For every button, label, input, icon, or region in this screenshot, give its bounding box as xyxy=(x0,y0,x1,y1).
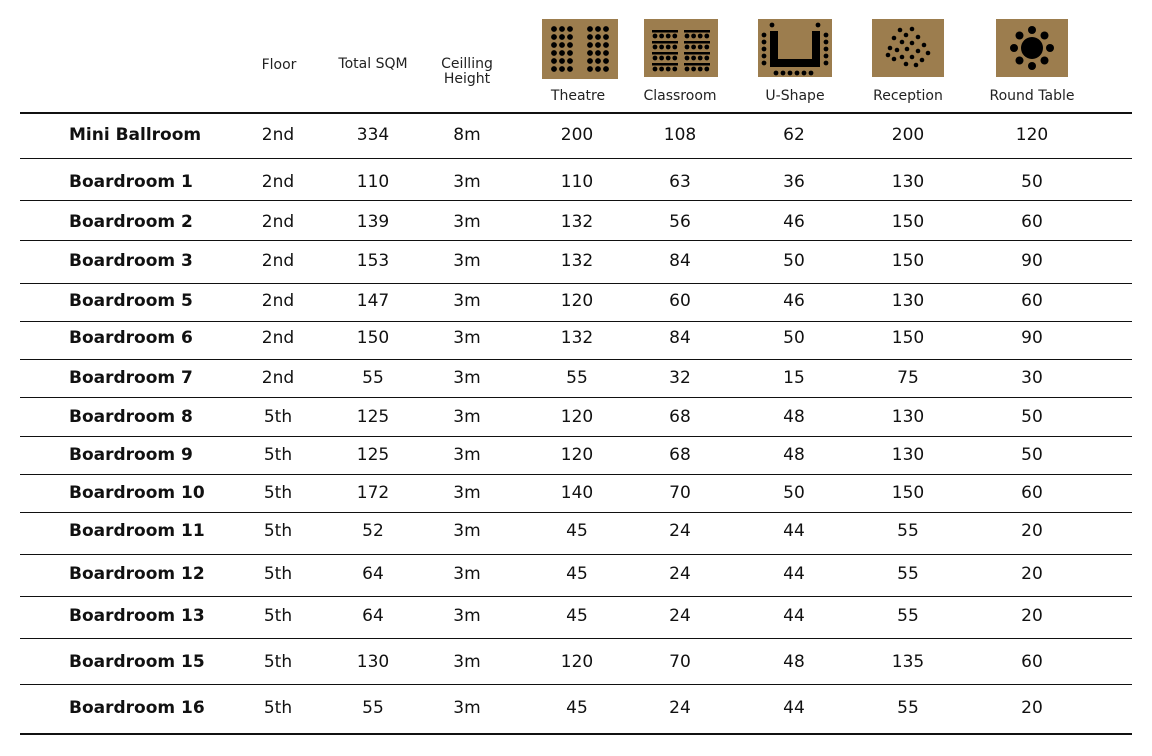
reception-layout-icon xyxy=(872,19,944,77)
cell-height: 3m xyxy=(453,212,481,232)
cell-floor: 2nd xyxy=(261,125,295,145)
cell-sqm: 125 xyxy=(356,407,390,427)
row-divider xyxy=(20,240,1132,241)
cell-theatre: 45 xyxy=(566,698,588,718)
cell-floor: 5th xyxy=(263,564,293,584)
cell-ushape: 36 xyxy=(783,172,805,192)
cell-classroom: 70 xyxy=(669,652,691,672)
cell-height: 3m xyxy=(453,698,481,718)
header-ceiling-line2: Height xyxy=(443,71,491,87)
row-divider xyxy=(20,733,1132,735)
cell-ushape: 48 xyxy=(783,445,805,465)
cell-theatre: 55 xyxy=(566,368,588,388)
room-name: Boardroom 2 xyxy=(69,212,193,232)
header-classroom: Classroom xyxy=(643,88,717,104)
theatre-layout-icon xyxy=(542,19,618,79)
cell-sqm: 139 xyxy=(356,212,390,232)
room-name: Boardroom 8 xyxy=(69,407,193,427)
room-name: Boardroom 12 xyxy=(69,564,205,584)
cell-floor: 2nd xyxy=(261,328,295,348)
cell-round: 60 xyxy=(1021,483,1043,503)
cell-reception: 130 xyxy=(891,291,925,311)
cell-height: 3m xyxy=(453,328,481,348)
room-name: Boardroom 13 xyxy=(69,606,205,626)
cell-height: 3m xyxy=(453,483,481,503)
cell-round: 90 xyxy=(1021,328,1043,348)
cell-theatre: 132 xyxy=(560,212,594,232)
header-u-shape: U-Shape xyxy=(765,88,825,104)
cell-classroom: 60 xyxy=(669,291,691,311)
cell-round: 50 xyxy=(1021,172,1043,192)
cell-floor: 5th xyxy=(263,606,293,626)
cell-height: 8m xyxy=(453,125,481,145)
cell-height: 3m xyxy=(453,368,481,388)
cell-floor: 5th xyxy=(263,521,293,541)
cell-ushape: 46 xyxy=(783,291,805,311)
cell-sqm: 55 xyxy=(362,698,384,718)
cell-ushape: 50 xyxy=(783,328,805,348)
cell-floor: 2nd xyxy=(261,172,295,192)
room-name: Boardroom 3 xyxy=(69,251,193,271)
row-divider xyxy=(20,554,1132,555)
cell-height: 3m xyxy=(453,521,481,541)
cell-round: 60 xyxy=(1021,291,1043,311)
cell-reception: 150 xyxy=(891,328,925,348)
cell-classroom: 68 xyxy=(669,445,691,465)
cell-sqm: 52 xyxy=(362,521,384,541)
cell-reception: 55 xyxy=(897,606,919,626)
cell-floor: 5th xyxy=(263,483,293,503)
cell-sqm: 64 xyxy=(362,606,384,626)
cell-floor: 2nd xyxy=(261,251,295,271)
cell-round: 50 xyxy=(1021,407,1043,427)
cell-classroom: 24 xyxy=(669,564,691,584)
cell-round: 50 xyxy=(1021,445,1043,465)
row-divider xyxy=(20,397,1132,398)
cell-theatre: 45 xyxy=(566,606,588,626)
room-name: Mini Ballroom xyxy=(69,125,202,145)
cell-height: 3m xyxy=(453,172,481,192)
cell-theatre: 200 xyxy=(560,125,594,145)
cell-ushape: 48 xyxy=(783,407,805,427)
cell-height: 3m xyxy=(453,407,481,427)
cell-theatre: 45 xyxy=(566,521,588,541)
cell-height: 3m xyxy=(453,606,481,626)
cell-reception: 150 xyxy=(891,212,925,232)
row-divider xyxy=(20,359,1132,360)
cell-classroom: 84 xyxy=(669,251,691,271)
cell-sqm: 147 xyxy=(356,291,390,311)
cell-ushape: 15 xyxy=(783,368,805,388)
cell-ushape: 44 xyxy=(783,698,805,718)
cell-reception: 135 xyxy=(891,652,925,672)
cell-sqm: 153 xyxy=(356,251,390,271)
cell-round: 20 xyxy=(1021,698,1043,718)
cell-sqm: 55 xyxy=(362,368,384,388)
cell-theatre: 140 xyxy=(560,483,594,503)
cell-classroom: 24 xyxy=(669,698,691,718)
cell-round: 60 xyxy=(1021,652,1043,672)
cell-reception: 130 xyxy=(891,172,925,192)
header-floor: Floor xyxy=(261,57,297,73)
row-divider xyxy=(20,158,1132,159)
cell-height: 3m xyxy=(453,251,481,271)
room-name: Boardroom 15 xyxy=(69,652,205,672)
header-ceiling-line1: Ceilling xyxy=(441,56,493,72)
cell-theatre: 45 xyxy=(566,564,588,584)
header-ceiling-height xyxy=(427,57,507,87)
cell-sqm: 150 xyxy=(356,328,390,348)
cell-classroom: 56 xyxy=(669,212,691,232)
header-rule xyxy=(20,112,1132,114)
cell-round: 20 xyxy=(1021,606,1043,626)
cell-round: 120 xyxy=(1015,125,1049,145)
cell-reception: 55 xyxy=(897,698,919,718)
cell-round: 20 xyxy=(1021,564,1043,584)
cell-theatre: 120 xyxy=(560,291,594,311)
cell-sqm: 110 xyxy=(356,172,390,192)
cell-theatre: 110 xyxy=(560,172,594,192)
cell-theatre: 120 xyxy=(560,652,594,672)
row-divider xyxy=(20,596,1132,597)
classroom-layout-icon xyxy=(644,19,718,77)
cell-reception: 130 xyxy=(891,445,925,465)
cell-reception: 75 xyxy=(897,368,919,388)
cell-classroom: 68 xyxy=(669,407,691,427)
row-divider xyxy=(20,474,1132,475)
cell-reception: 55 xyxy=(897,564,919,584)
cell-reception: 150 xyxy=(891,483,925,503)
cell-classroom: 108 xyxy=(663,125,697,145)
room-name: Boardroom 10 xyxy=(69,483,205,503)
cell-sqm: 130 xyxy=(356,652,390,672)
cell-floor: 2nd xyxy=(261,212,295,232)
cell-floor: 5th xyxy=(263,445,293,465)
cell-classroom: 70 xyxy=(669,483,691,503)
cell-floor: 2nd xyxy=(261,368,295,388)
cell-sqm: 334 xyxy=(356,125,390,145)
header-total-sqm: Total SQM xyxy=(338,56,408,72)
cell-round: 20 xyxy=(1021,521,1043,541)
cell-classroom: 84 xyxy=(669,328,691,348)
cell-height: 3m xyxy=(453,445,481,465)
cell-round: 90 xyxy=(1021,251,1043,271)
cell-reception: 130 xyxy=(891,407,925,427)
room-name: Boardroom 6 xyxy=(69,328,193,348)
cell-round: 60 xyxy=(1021,212,1043,232)
room-name: Boardroom 1 xyxy=(69,172,193,192)
row-divider xyxy=(20,684,1132,685)
cell-height: 3m xyxy=(453,291,481,311)
cell-classroom: 63 xyxy=(669,172,691,192)
cell-height: 3m xyxy=(453,652,481,672)
row-divider xyxy=(20,638,1132,639)
cell-reception: 200 xyxy=(891,125,925,145)
row-divider xyxy=(20,321,1132,322)
cell-reception: 150 xyxy=(891,251,925,271)
cell-theatre: 132 xyxy=(560,328,594,348)
header-round-table: Round Table xyxy=(989,88,1075,104)
cell-ushape: 50 xyxy=(783,251,805,271)
cell-ushape: 46 xyxy=(783,212,805,232)
cell-reception: 55 xyxy=(897,521,919,541)
cell-floor: 5th xyxy=(263,652,293,672)
cell-height: 3m xyxy=(453,564,481,584)
cell-classroom: 24 xyxy=(669,606,691,626)
cell-ushape: 50 xyxy=(783,483,805,503)
row-divider xyxy=(20,200,1132,201)
cell-classroom: 24 xyxy=(669,521,691,541)
cell-theatre: 132 xyxy=(560,251,594,271)
header-reception: Reception xyxy=(873,88,943,104)
cell-ushape: 44 xyxy=(783,564,805,584)
room-name: Boardroom 16 xyxy=(69,698,205,718)
cell-classroom: 32 xyxy=(669,368,691,388)
cell-sqm: 125 xyxy=(356,445,390,465)
cell-round: 30 xyxy=(1021,368,1043,388)
round-table-layout-icon xyxy=(996,19,1068,77)
header-theatre: Theatre xyxy=(550,88,606,104)
room-name: Boardroom 5 xyxy=(69,291,193,311)
cell-floor: 2nd xyxy=(261,291,295,311)
cell-ushape: 44 xyxy=(783,521,805,541)
cell-ushape: 44 xyxy=(783,606,805,626)
u-shape-layout-icon xyxy=(758,19,832,77)
cell-floor: 5th xyxy=(263,407,293,427)
cell-floor: 5th xyxy=(263,698,293,718)
row-divider xyxy=(20,512,1132,513)
row-divider xyxy=(20,283,1132,284)
cell-sqm: 64 xyxy=(362,564,384,584)
row-divider xyxy=(20,436,1132,437)
cell-theatre: 120 xyxy=(560,407,594,427)
room-name: Boardroom 9 xyxy=(69,445,193,465)
cell-theatre: 120 xyxy=(560,445,594,465)
room-name: Boardroom 7 xyxy=(69,368,193,388)
room-name: Boardroom 11 xyxy=(69,521,205,541)
cell-sqm: 172 xyxy=(356,483,390,503)
cell-ushape: 48 xyxy=(783,652,805,672)
cell-ushape: 62 xyxy=(783,125,805,145)
